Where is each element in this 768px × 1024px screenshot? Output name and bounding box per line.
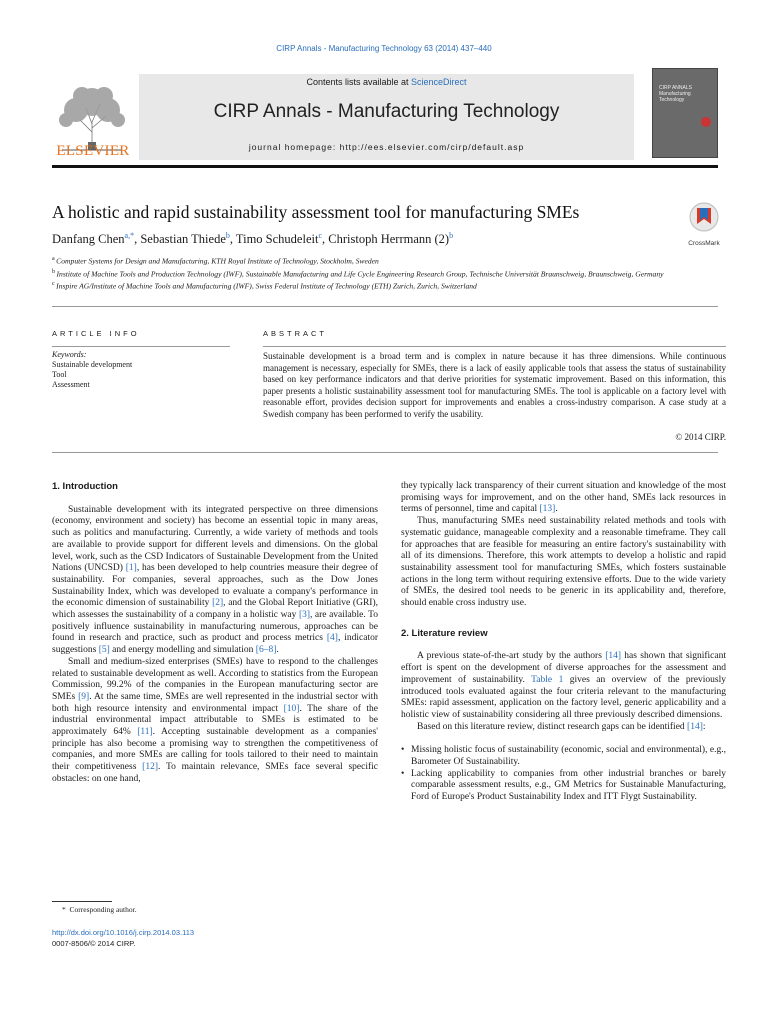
article-info-heading: ARTICLE INFO (52, 329, 140, 338)
paragraph-text: , has been developed to help countries measure their degree of sustainability. For companies, several approaches, such as the Dow Jones Sustainability Index, which was developed to evaluate a company's performance in the economic dimension of sustainability (52, 563, 378, 609)
research-gap-list (401, 745, 726, 804)
author-affiliation-mark[interactable]: a,* (124, 231, 135, 240)
contents-line (139, 77, 634, 87)
paragraph-text: : (702, 721, 706, 732)
issn-line: 0007-8506/© 2014 CIRP. (52, 939, 136, 948)
citation-link[interactable]: [11] (137, 727, 153, 738)
author-name: Timo Schudeleit (235, 232, 319, 247)
footnote-mark: * (62, 905, 66, 914)
footnote-text: Corresponding author. (69, 905, 137, 914)
keyword-item: Assessment (52, 380, 90, 389)
homepage-url[interactable]: http://ees.elsevier.com/cirp/default.asp (339, 142, 525, 152)
abstract-bottom-rule (52, 452, 718, 453)
keywords-label: Keywords: (52, 350, 87, 359)
author-separator: , (229, 232, 236, 247)
citation-link[interactable]: [2] (212, 598, 224, 609)
cover-seal-icon (701, 117, 711, 127)
paragraph-text: gives an overview of the previously introduced tools evaluated against the four criteria relevant to the manufacturing SMEs: rapid assessment, application on the factory level, generic applicability and a holistic view of sustainability considering all three previously described dimensions. (401, 674, 726, 720)
journal-homepage (139, 142, 634, 152)
affiliation-text: Computer Systems for Design and Manufacturing, KTH Royal Institute of Technology, Stockholm, Sweden (56, 256, 379, 266)
author-separator: , (322, 232, 329, 247)
homepage-prefix: journal homepage: (248, 142, 340, 152)
author-affiliation-mark[interactable]: b (449, 231, 454, 240)
affiliation-line (52, 279, 720, 292)
crossmark-badge[interactable] (686, 202, 722, 247)
citation-link[interactable]: [9] (78, 691, 90, 702)
paragraph-text: . At the same time, SMEs are well represented in the industrial sector with both high resource intensity and environmental impact (52, 691, 379, 714)
citation-link[interactable]: [4] (326, 633, 338, 644)
cover-title: CIRP ANNALS Manufacturing Technology (659, 85, 692, 103)
doi-link[interactable]: http://dx.doi.org/10.1016/j.cirp.2014.03.113 (52, 928, 195, 937)
keyword-item: Sustainable development (52, 360, 133, 369)
citation-link[interactable]: [1] (125, 563, 137, 574)
paragraph-text: . (555, 504, 558, 515)
lit-paragraph-2 (401, 722, 726, 734)
affiliation-line (52, 267, 720, 280)
crossmark-icon (689, 202, 719, 234)
sciencedirect-link[interactable]: ScienceDirect (411, 77, 467, 87)
citation-link[interactable]: [14] (605, 651, 622, 662)
abstract-rule (263, 346, 726, 347)
paragraph-text: . The share of the industrial environmental impact attributable to SMEs is estimated to be approximately 64% (52, 703, 378, 738)
citation-link[interactable]: [13] (539, 504, 556, 515)
paragraph-text: Small and medium-sized enterprises (SMEs) have to respond to the challenges related to sustainable development as well. According to statistics from the European Commission, 99.2% of the companies in the European manufacturing sector are SMEs (52, 656, 378, 702)
lit-paragraph-1 (401, 651, 726, 721)
paragraph-text: Based on this literature review, distinct research gaps can be identified (417, 721, 688, 732)
paragraph-text: Sustainable development with its integrated perspective on three dimensions (economy, environment and society) has become an essential topic in many areas, such as politics and manufacturing. Currently, a wide variety of methods and tools are available to provide support for different levels and dimensions. On the global level, work, such as the CSD Indicators of Sustainable Development from the United Nations (UNCSD) (52, 504, 378, 574)
affiliation-mark: a (52, 256, 57, 262)
header-rule (52, 165, 718, 168)
author-affiliation-mark[interactable]: c (318, 231, 323, 240)
paragraph-text: , are available. To positively influence sustainability in manufacturing numerous, approaches can be found in research and practice, such as product and process metrics (52, 610, 378, 644)
abstract-heading: ABSTRACT (263, 329, 328, 338)
crossmark-label: CrossMark (688, 240, 720, 247)
citation-link[interactable]: [6–8] (255, 645, 277, 656)
citation-link[interactable]: [5] (98, 645, 110, 656)
author-affiliation-mark[interactable]: b (225, 231, 230, 240)
article-info-rule (52, 346, 230, 347)
citation-link[interactable]: Table 1 (531, 674, 564, 685)
affiliation-mark: c (52, 281, 57, 288)
contents-prefix: Contents lists available at (306, 77, 412, 87)
author-name: Danfang Chen (52, 232, 125, 247)
abstract-text: Sustainable development is a broad term and is complex in nature because it has three dimensions. While continuous management is necessary, especially for SMEs, there is a lack of easily applicable tools that assess the status of sustainability based on key performance indicators and that derive priorities for systematic improvement. Based on this information, this paper presents a holistic sustainability assessment tool for manufacturing SMEs. The tool is applicable on a factory level with reasonable effort, provides decision support for improvements and enables a cross-industry comparison. A case study at a Swedish company has been performed to verify the usability. (263, 351, 726, 419)
abstract-copyright: © 2014 CIRP. (675, 432, 726, 442)
journal-cover-thumbnail[interactable] (652, 68, 718, 158)
affiliation-text: Institute of Machine Tools and Production Technology (IWF), Sustainable Manufacturing and Life Cycle Engineering Research Group, Technische Universität Braunschweig, Braunschweig, Germany (56, 269, 664, 279)
author-list (52, 231, 672, 247)
paragraph-text: they typically lack transparency of their current situation and knowledge of the most promising ways for improvement, and on the other hand, SMEs lack resources in terms of personnel, time and capital (401, 481, 726, 515)
affiliation-line (52, 254, 720, 267)
keyword-item: Tool (52, 370, 67, 379)
citation-link[interactable]: [3] (298, 610, 311, 621)
paragraph-text: . (276, 645, 279, 656)
intro-paragraph-1 (52, 505, 378, 657)
research-gap-item: • Lacking applicability to companies from other industrial branches or barely comparable assessment results, e.g., GM Metrics for Sustainable Manufacturing, Ford of Europe's Product Sustainability Index and ITT Flygt Sustainability. (401, 769, 726, 804)
section-heading-literature-review: 2. Literature review (401, 627, 488, 639)
research-gap-item: • Missing holistic focus of sustainability (economic, social and environmental), e.g., Barometer Of Sustainability. (401, 745, 726, 768)
paragraph-text: . To maintain relevance, SMEs face several specific obstacles: on one hand, (52, 762, 378, 784)
author-name: Christoph Herrmann (2) (328, 232, 450, 247)
paragraph-text: A previous state-of-the-art study by the authors (417, 651, 606, 662)
affiliation-text: Inspire AG/Institute of Machine Tools and Manufacturing (IWF), Swiss Federal Institute of Technology (ETH) Zurich, Zurich, Switzerland (56, 281, 477, 291)
paragraph-text: , and the Global Report Initiative (GRI), which assesses the sustainability of a company in a holistic way (52, 598, 378, 621)
author-separator: , (134, 232, 141, 247)
citation-link[interactable]: [14] (687, 721, 703, 732)
journal-title: CIRP Annals - Manufacturing Technology (213, 101, 560, 122)
paragraph-text: , indicator suggestions (52, 633, 379, 656)
affiliation-mark: b (52, 268, 57, 275)
paragraph-text: and energy modelling and simulation (109, 645, 256, 656)
keywords-block (52, 350, 230, 390)
intro-paragraph-3 (401, 481, 726, 516)
affiliation-rule (52, 306, 718, 307)
footnote-rule (52, 901, 112, 902)
section-heading-introduction: 1. Introduction (52, 481, 118, 492)
journal-reference[interactable]: CIRP Annals - Manufacturing Technology 63 (2014) 437–440 (276, 44, 492, 53)
left-column (52, 481, 378, 786)
paper-title: A holistic and rapid sustainability assessment tool for manufacturing SMEs (52, 202, 580, 222)
citation-link[interactable]: [10] (283, 703, 300, 714)
affiliations (52, 254, 720, 292)
author-name: Sebastian Thiede (140, 232, 226, 247)
paragraph-text: has shown that significant effort is spent on the development of diverse approaches for the assessment and improvement of sustainability. (401, 651, 726, 685)
corresponding-author-footnote (62, 905, 137, 914)
intro-paragraph-2 (52, 657, 378, 786)
right-column (401, 481, 726, 804)
intro-paragraph-4: Thus, manufacturing SMEs need sustainability related methods and tools with systematic guidance, manageable complexity and a reasonable timeframe. They call for approaches that are feasible for measuring an entire factory's sustainability with all of its dimensions. Therefore, this work attempts to develop a holistic and rapid sustainability assessment tool for manufacturing SMEs, which fosters sustainable actions in the long term without requiring extensive efforts. Due to the wide variety of SMEs, the desired tool needs to be generic in its applicability and, therefore, should enable cross industry use. (401, 516, 726, 609)
elsevier-wordmark: ELSEVIER (56, 143, 130, 159)
paragraph-text: . Accepting sustainable development as a companies' principle has also become a promising way to strengthen the competitiveness of companies, and more SMEs are calling for tools tailored to their need to maintain their competitiveness (52, 727, 378, 773)
citation-link[interactable]: [12] (142, 762, 158, 773)
